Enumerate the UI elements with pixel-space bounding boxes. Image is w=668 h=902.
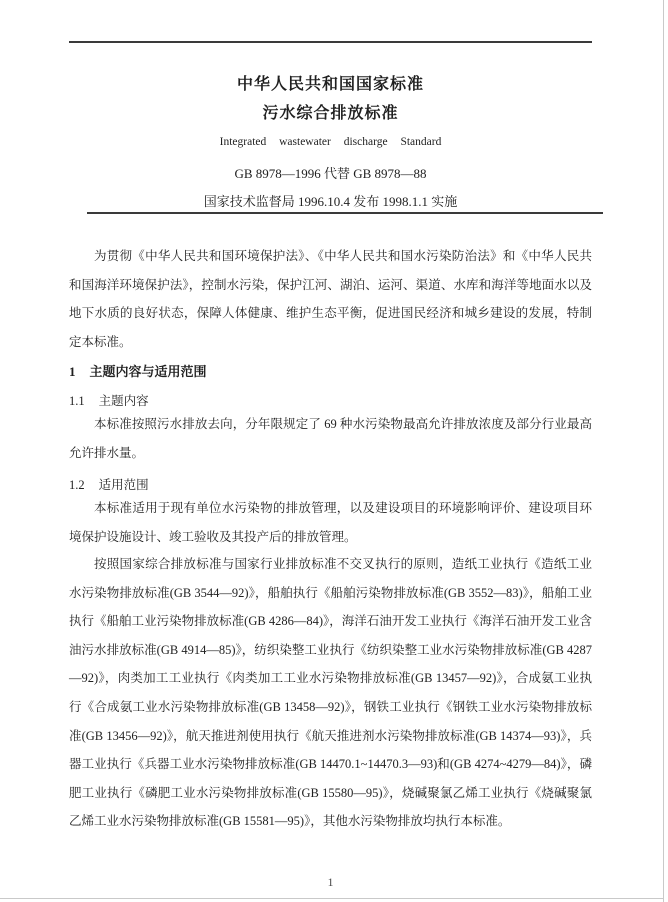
subsection-1-1-title: 主题内容 — [98, 394, 149, 408]
doc-subtitle-cn: 污水综合排放标准 — [262, 105, 399, 122]
subsection-1-2-body-paragraph-2: 按照国家综合排放标准与国家行业排放标准不交叉执行的原则，造纸工业执行《造纸工业水污染物排放标准(GB 3544—92)》，船舶执行《船舶污染物排放标准(GB 3552—83)》，船舶工业执行《船舶工业污染物排放标准(GB 4286—84)》，海洋石油开发工业执行《海洋石油开发工业含油污水排放标准(GB 4914—85)》，纺织染整工业执行《纺织染整工业水污染物排放标准(GB 4287—92)》，肉类加工工业执行《肉类加工工业水污染物排放标准(GB 13457—92)》，合成氨工业执行《合成氨工业水污染物排放标准(GB 13458—92)》，钢铁工业执行《钢铁工业水污染物排放标准(GB 13456—92)》，航天推进剂使用执行《航天推进剂水污染物排放标准(GB 14374—93)》，兵器工业执行《兵器工业水污染物排放标准(GB 14470.1~14470.3—93)和(GB 4274~4279—84)》，磷肥工业执行《磷肥工业水污染物排放标准(GB 15580—95)》，烧碱聚氯乙烯工业执行《烧碱聚氯乙烯工业水污染物排放标准(GB 15581—95)》，其他水污染物排放均执行本标准。 — [69, 557, 592, 829]
subsection-1-2-number: 1.2 — [69, 478, 85, 492]
subsection-1-1-number: 1.1 — [69, 394, 85, 408]
section-1-number: 1 — [69, 364, 76, 379]
header-bottom-rule — [87, 212, 603, 214]
page-number: 1 — [327, 875, 334, 889]
page-edge-bottom — [0, 898, 664, 899]
section-1-heading — [69, 358, 592, 387]
preamble-paragraph: 为贯彻《中华人民共和国环境保护法》、《中华人民共和国水污染防治法》和《中华人民共和国海洋环境保护法》，控制水污染，保护江河、湖泊、运河、渠道、水库和海洋等地面水以及地下水质的良好状态，保障人体健康、维护生态平衡，促进国民经济和城乡建设的发展，特制定本标准。 — [69, 249, 592, 349]
doc-title-cn: 中华人民共和国国家标准 — [236, 76, 424, 93]
doc-standard-code: GB 8978—1996 代替 GB 8978—88 — [234, 166, 427, 181]
doc-title-en: Integrated wastewater discharge Standard — [219, 136, 442, 148]
section-1-title: 主题内容与适用范围 — [89, 364, 207, 379]
doc-issue-line: 国家技术监督局 1996.10.4 发布 1998.1.1 实施 — [203, 194, 458, 209]
header-top-rule — [69, 41, 592, 43]
subsection-1-2-title: 适用范围 — [98, 478, 149, 492]
subsection-1-1-body: 本标准按照污水排放去向，分年限规定了 69 种水污染物最高允许排放浓度及部分行业最高允许排水量。 — [69, 417, 592, 460]
page-edge-right — [663, 0, 664, 902]
subsection-1-2-body-paragraph-1: 本标准适用于现有单位水污染物的排放管理，以及建设项目的环境影响评价、建设项目环境保护设施设计、竣工验收及其投产后的排放管理。 — [69, 501, 592, 544]
